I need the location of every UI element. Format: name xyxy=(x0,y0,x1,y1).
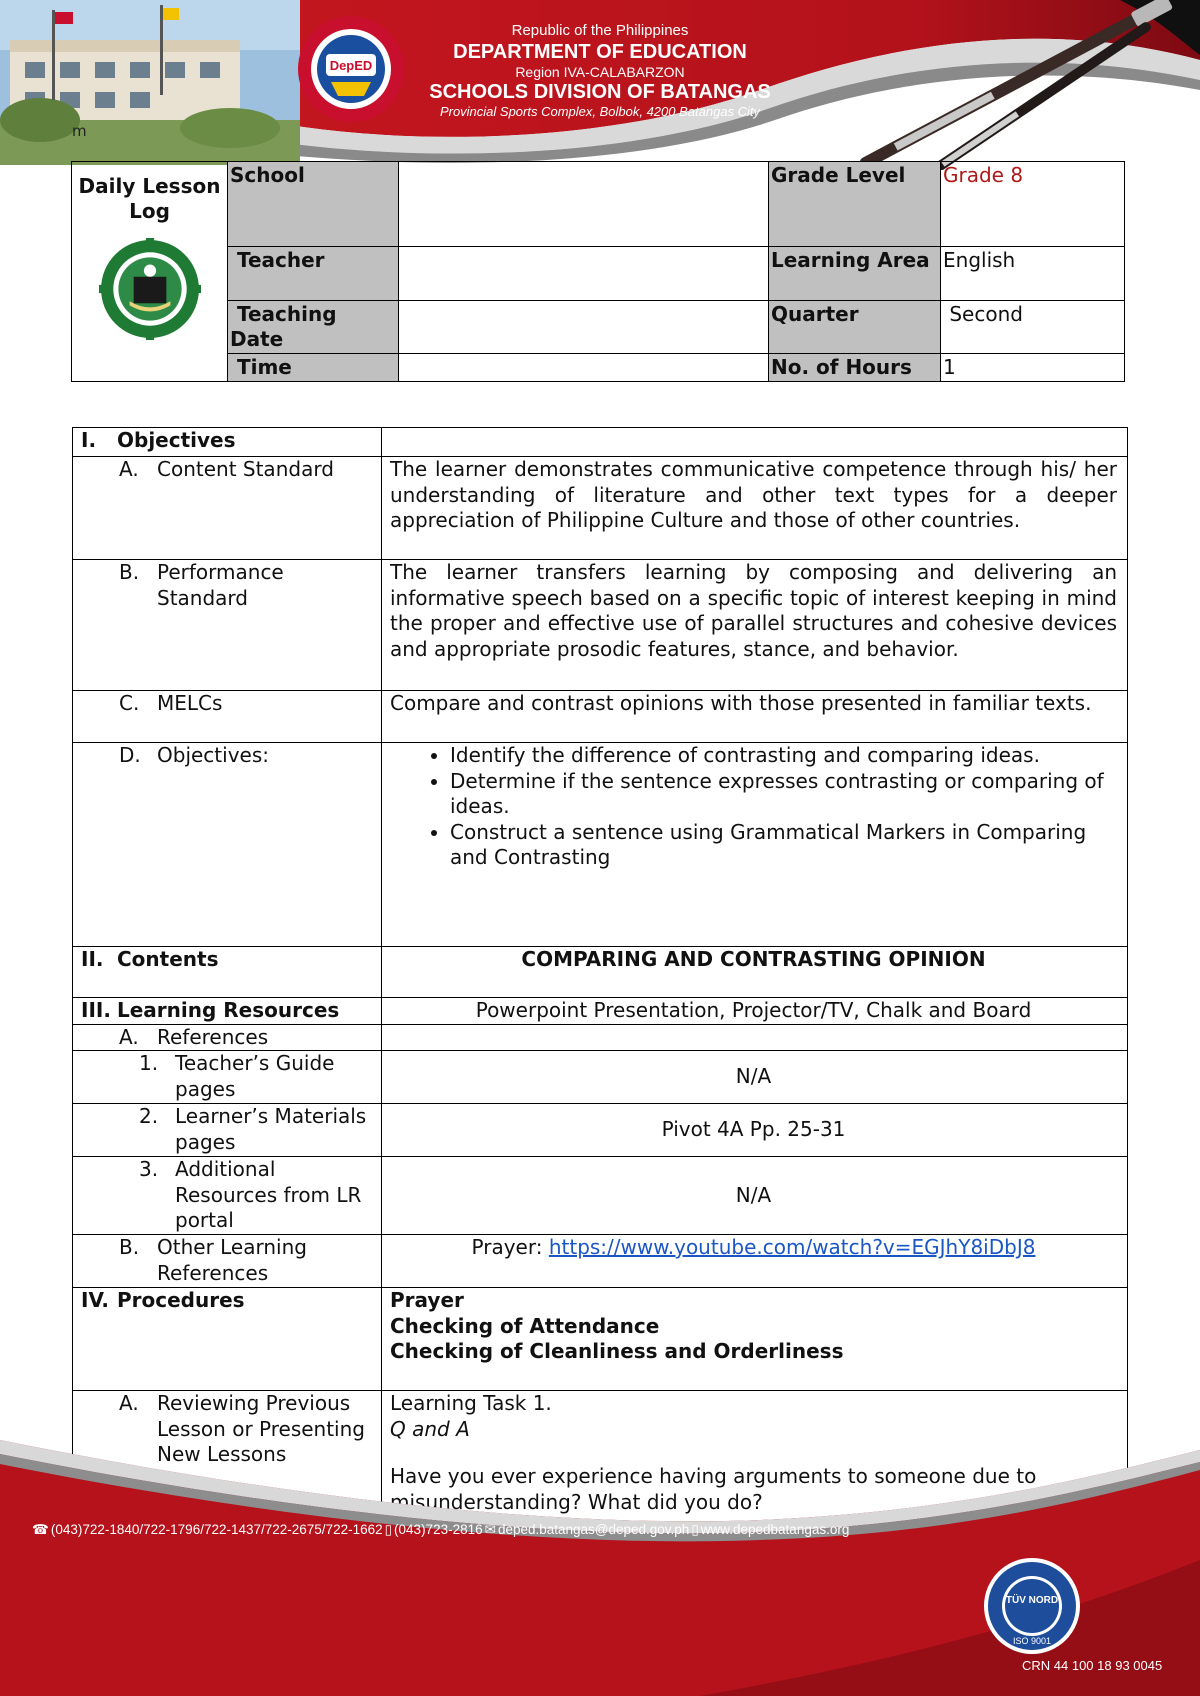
stray-character: m xyxy=(72,122,87,140)
school-label: School xyxy=(228,162,399,247)
table-row xyxy=(73,691,1128,743)
row-label xyxy=(81,947,371,973)
area-label: Learning Area xyxy=(769,247,941,301)
row-label-text: Objectives: xyxy=(157,743,269,767)
web-icon: ▯ xyxy=(691,1522,699,1537)
table-row xyxy=(73,743,1128,947)
school-logo xyxy=(99,238,201,340)
contents-label xyxy=(73,947,382,998)
table-row xyxy=(73,947,1128,998)
row-marker: 2. xyxy=(139,1104,159,1128)
row-marker: II. xyxy=(81,947,104,971)
objectives-header xyxy=(73,428,382,457)
resources-label xyxy=(73,998,382,1025)
hours-label: No. of Hours xyxy=(769,354,941,382)
header-division: SCHOOLS DIVISION OF BATANGAS xyxy=(429,81,771,103)
header-address: Provincial Sports Complex, Bolbok, 4200 Batangas City xyxy=(439,104,761,119)
row-label-text: Additional Resources from LR portal xyxy=(175,1157,362,1232)
header-region: Region IVA-CALABARZON xyxy=(515,64,685,80)
quarter-value[interactable] xyxy=(941,301,1125,354)
iso-certification-badge xyxy=(982,1556,1082,1656)
row-label-text: Content Standard xyxy=(157,457,334,481)
learning-task-title: Learning Task 1. xyxy=(390,1391,552,1415)
resources-text: Powerpoint Presentation, Projector/TV, Chalk and Board xyxy=(382,998,1128,1025)
learning-task-question: Have you ever experience having arguments to someone due to misunderstanding? What did you do? xyxy=(390,1464,1037,1514)
badge-iso: ISO 9001 xyxy=(1012,1636,1052,1646)
lesson-info-table xyxy=(71,161,1125,382)
quarter-value-text: Second xyxy=(949,302,1023,326)
table-row xyxy=(73,1104,1128,1157)
grade-value[interactable]: Grade 8 xyxy=(941,162,1125,247)
procedure-step: Prayer xyxy=(390,1288,464,1312)
melcs-label xyxy=(73,691,382,743)
learners-materials-label xyxy=(73,1104,382,1157)
procedure-step: Checking of Attendance xyxy=(390,1313,660,1338)
table-row xyxy=(73,1235,1128,1288)
other-references-label xyxy=(73,1235,382,1288)
table-row xyxy=(73,428,1128,457)
table-row xyxy=(73,560,1128,691)
table-row xyxy=(73,1157,1128,1235)
performance-standard-text: The learner transfers learning by composing and delivering an informative speech based on a specific topic of interest keeping in mind the proper and effective use of parallel structures and cohesive devices and appropriate prosodic features, stance, and behavior. xyxy=(382,560,1128,691)
row-marker: C. xyxy=(119,691,140,715)
performance-standard-label xyxy=(73,560,382,691)
list-item: • Identify the difference of contrasting and comparing ideas. xyxy=(450,743,1117,769)
teacher-value[interactable] xyxy=(399,247,769,301)
objective-list-cell xyxy=(382,743,1128,947)
row-marker: III. xyxy=(81,998,111,1022)
dll-title: Daily Lesson Log xyxy=(78,174,221,223)
procedure-step: Checking of Cleanliness and Orderliness xyxy=(390,1339,844,1363)
row-label xyxy=(81,1051,371,1102)
row-marker: A. xyxy=(119,1391,139,1415)
row-label-text: Learning Resources xyxy=(117,998,340,1022)
svg-text:DepED: DepED xyxy=(329,58,373,73)
time-value[interactable] xyxy=(399,354,769,382)
footer-fax: (043)723-2816 xyxy=(394,1522,483,1537)
table-row xyxy=(73,998,1128,1025)
row-label xyxy=(81,560,371,611)
procedures-label xyxy=(73,1288,382,1391)
learners-materials-value: Pivot 4A Pp. 25-31 xyxy=(382,1104,1128,1157)
learning-task-subtitle: Q and A xyxy=(390,1416,470,1441)
procedures-steps xyxy=(382,1288,1128,1391)
lr-portal-value: N/A xyxy=(382,1157,1128,1235)
teacher-label xyxy=(228,247,399,301)
row-label-text: MELCs xyxy=(157,691,223,715)
badge-title: TÜV NORD xyxy=(1005,1595,1059,1606)
prayer-prefix: Prayer: xyxy=(471,1235,549,1259)
header-text xyxy=(400,22,800,120)
table-row xyxy=(73,1024,1128,1051)
row-label-text: Contents xyxy=(117,947,219,971)
quarter-label: Quarter xyxy=(769,301,941,354)
row-label-text: Procedures xyxy=(117,1288,245,1312)
row-marker: D. xyxy=(119,743,141,767)
footer-contact xyxy=(32,1522,851,1538)
teacher-label-text: Teacher xyxy=(236,248,325,272)
list-item: • Determine if the sentence expresses contrasting or comparing of ideas. xyxy=(450,769,1117,820)
row-marker: I. xyxy=(81,428,97,452)
objective-list-label xyxy=(73,743,382,947)
lr-portal-label xyxy=(73,1157,382,1235)
grade-label: Grade Level xyxy=(769,162,941,247)
row-label xyxy=(81,1104,371,1155)
row-label-text: Objectives xyxy=(117,428,236,452)
time-label xyxy=(228,354,399,382)
prayer-video-link[interactable]: https://www.youtube.com/watch?v=EGJhY8iDbJ8 xyxy=(548,1235,1036,1259)
row-label xyxy=(81,457,371,483)
row-label xyxy=(81,428,371,454)
row-label xyxy=(81,1025,371,1051)
date-label xyxy=(228,301,399,354)
division-seal xyxy=(296,14,406,124)
header-department: DEPARTMENT OF EDUCATION xyxy=(453,41,747,63)
footer-email[interactable]: deped.batangas@deped.gov.ph xyxy=(497,1522,690,1537)
fax-icon: ▯ xyxy=(384,1522,393,1537)
row-label xyxy=(81,1288,371,1314)
crossed-swords-graphic xyxy=(820,0,1200,170)
footer-website[interactable]: www.depedbatangas.org xyxy=(700,1522,850,1537)
references-label xyxy=(73,1024,382,1051)
row-marker: 3. xyxy=(139,1157,159,1181)
row-label-text: Reviewing Previous Lesson or Presenting New Lessons xyxy=(157,1391,365,1466)
table-row xyxy=(73,1051,1128,1104)
row-label xyxy=(81,743,371,769)
footer-phones: (043)722-1840/722-1796/722-1437/722-2675/722-1662 xyxy=(50,1522,383,1537)
area-value[interactable]: English xyxy=(941,247,1125,301)
teachers-guide-value: N/A xyxy=(382,1051,1128,1104)
row-label-text: References xyxy=(157,1024,269,1049)
row-label-text: Other Learning References xyxy=(157,1235,307,1285)
footer-crn: CRN 44 100 18 93 0045 xyxy=(1022,1658,1163,1673)
row-label xyxy=(81,691,371,717)
objective-list xyxy=(390,743,1117,871)
row-marker: A. xyxy=(119,457,139,481)
row-marker: 1. xyxy=(139,1051,159,1075)
list-item: • Construct a sentence using Grammatical Markers in Comparing and Contrasting xyxy=(450,820,1117,871)
row-label-text: Learner’s Materials pages xyxy=(175,1104,367,1154)
row-marker: IV. xyxy=(81,1288,109,1312)
mail-icon: ✉ xyxy=(484,1522,496,1537)
objectives-value xyxy=(382,428,1128,457)
school-value[interactable] xyxy=(399,162,769,247)
row-label xyxy=(81,998,371,1024)
row-label-text: Performance Standard xyxy=(157,560,284,610)
table-row xyxy=(73,457,1128,560)
building-photo xyxy=(0,0,300,165)
content-standard-text: The learner demonstrates communicative competence through his/ her understanding of literature and other text types for a deeper appreciation of Philippine Culture and those of other countries. xyxy=(382,457,1128,560)
date-value[interactable] xyxy=(399,301,769,354)
row-marker: A. xyxy=(119,1024,139,1049)
time-label-text: Time xyxy=(236,355,292,379)
teachers-guide-label xyxy=(73,1051,382,1104)
melcs-text: Compare and contrast opinions with those presented in familiar texts. xyxy=(382,691,1128,743)
header-banner xyxy=(0,0,1200,170)
hours-value[interactable]: 1 xyxy=(941,354,1125,382)
content-standard-label xyxy=(73,457,382,560)
other-references-value xyxy=(382,1235,1128,1288)
references-value xyxy=(382,1024,1128,1051)
date-label-text: Teaching Date xyxy=(230,302,337,351)
dll-table xyxy=(72,427,1128,1568)
row-marker: B. xyxy=(119,560,140,584)
row-marker: B. xyxy=(119,1235,140,1259)
dll-title-cell xyxy=(72,162,228,382)
contents-title: COMPARING AND CONTRASTING OPINION xyxy=(382,947,1128,998)
header-republic: Republic of the Philippines xyxy=(511,22,689,39)
table-row xyxy=(73,1288,1128,1391)
row-label xyxy=(81,1235,371,1286)
phone-icon: ☎ xyxy=(32,1522,49,1537)
row-label-text: Teacher’s Guide pages xyxy=(175,1051,335,1101)
row-label xyxy=(81,1157,371,1234)
